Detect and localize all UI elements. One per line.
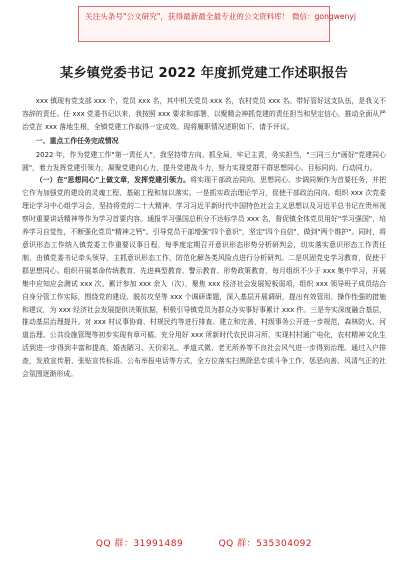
- footer-qq-2: QQ 群：535304092: [218, 539, 313, 549]
- footer-contacts: [0, 536, 408, 549]
- document-body: [22, 95, 386, 381]
- paragraph-3: [22, 174, 386, 381]
- paragraph-2: 2022 年，作为党建工作"第一责任人"，我坚持带方向、抓全局，牢记主责，务实担当，"三同三力"画好"党建同心圆"，着力发挥党建引领力，凝聚党建向心力，提升党建战斗力，努力实现党群干群思想同心、目标同向、行动同力。: [22, 150, 386, 172]
- paragraph-3-lead: （一）在"思想同心"上做文章，发挥党建引领力。: [35, 176, 191, 185]
- document-title: 某乡镇党委书记 2022 年度抓党建工作述职报告: [59, 66, 349, 81]
- paragraph-3-body: 将实现干部政治同向、思想同心、步调同频作为首要任务，并把它作为加强党的建设的灵魂工程、基础工程和加以落实。一是抓实政治理论学习，促使干部政治同向。组织 xxx 次党委理论学习中心组学习会，坚持将党的二十大精神、学习习近平新时代中国特色社会主义思想以及习近平总书记在贵州视察时重要讲话精神等作为学习首要内容。通报学习强国总积分不达标学员 xxx 名，督促镇全体党员用好"学习强国"，培养学习自觉性，不断强化党员"精神之钙"。引导党员干部增强"四个意识"，坚定"四个自信"，做到"两个维护"。同时，将意识形态工作纳入镇党委工作重要议事日程，每季度定期召开意识形态形势分析研判会，切实落实意识形态工作责任制，由镇党委书记牵头领导，主抓意识形态工作，防范化解各类风险点进行分析研判。二是巩固党史学习教育，促使干群思想同心。组织开展革命传统教育、先进典型教育、警示教育、形势政策教育，每月组织不少于 xxx 集中学习，开展集中应知应会测试 xxx 次。累计参加 xxx 余人（次），聚焦 xxx 经济社会发展短板弱项，组织 xxx 领导班子成员结合自身分管工作实际，围绕党的建设、脱贫攻坚等 xxx 个调研课题，深入基层开展调研，提出有效管用、操作性强的措施和建议，为 xxx 经济社会发展提供决策依据，积极引导镇党员为群众办实事好事累计 xxx 件。三是夯实深度融合基层，推动基层治理提升。对 xxx 村议事协商、村规民约等进行排查、建立和完善，村级事务公开进一步规范，森林防火、河道治理、公共设施管理等初步实现有章可循。充分用好 xxx 所新时代农民讲习所，实现村村通广电化，农村精神文化生活到进一步得到丰富和提高，婚丧陋习、天价彩礼、孝道式微、老无所养等不良社会风气进一步得到治理。通过入户排查，发放宣传册、张贴宣传标语、公布举报电话等方式，全方位落实扫黑除恶专项斗争工作，惩恶向善、风清气正的社会氛围逐渐形成。: [22, 176, 386, 379]
- footer-qq-1: QQ 群：31991489: [95, 539, 184, 549]
- promo-banner: [78, 6, 357, 42]
- banner-text: 关注头条号"公文研究"，获得最新最全最专业的公文资料库！ 微信：gongwenyj: [85, 12, 357, 21]
- section-heading: 一、重点工作任务完成情况: [35, 136, 119, 145]
- intro-paragraph: xxx 镇现有党支部 xxx 个，党员 xxx 名，其中机关党员 xxx 名，农村党员 xxx 名。带好管好这支队伍，是我义不容辞的责任。任 xxx 党委书记以来，我按照 xxx 要求和部署，以聚精会神抓党建的责任担当和坚定信心，推动全面从严治党在 xxx 落地生根，全镇党建工作取得一定成效。现将履职情况述职如下，请予评议。: [22, 97, 386, 131]
